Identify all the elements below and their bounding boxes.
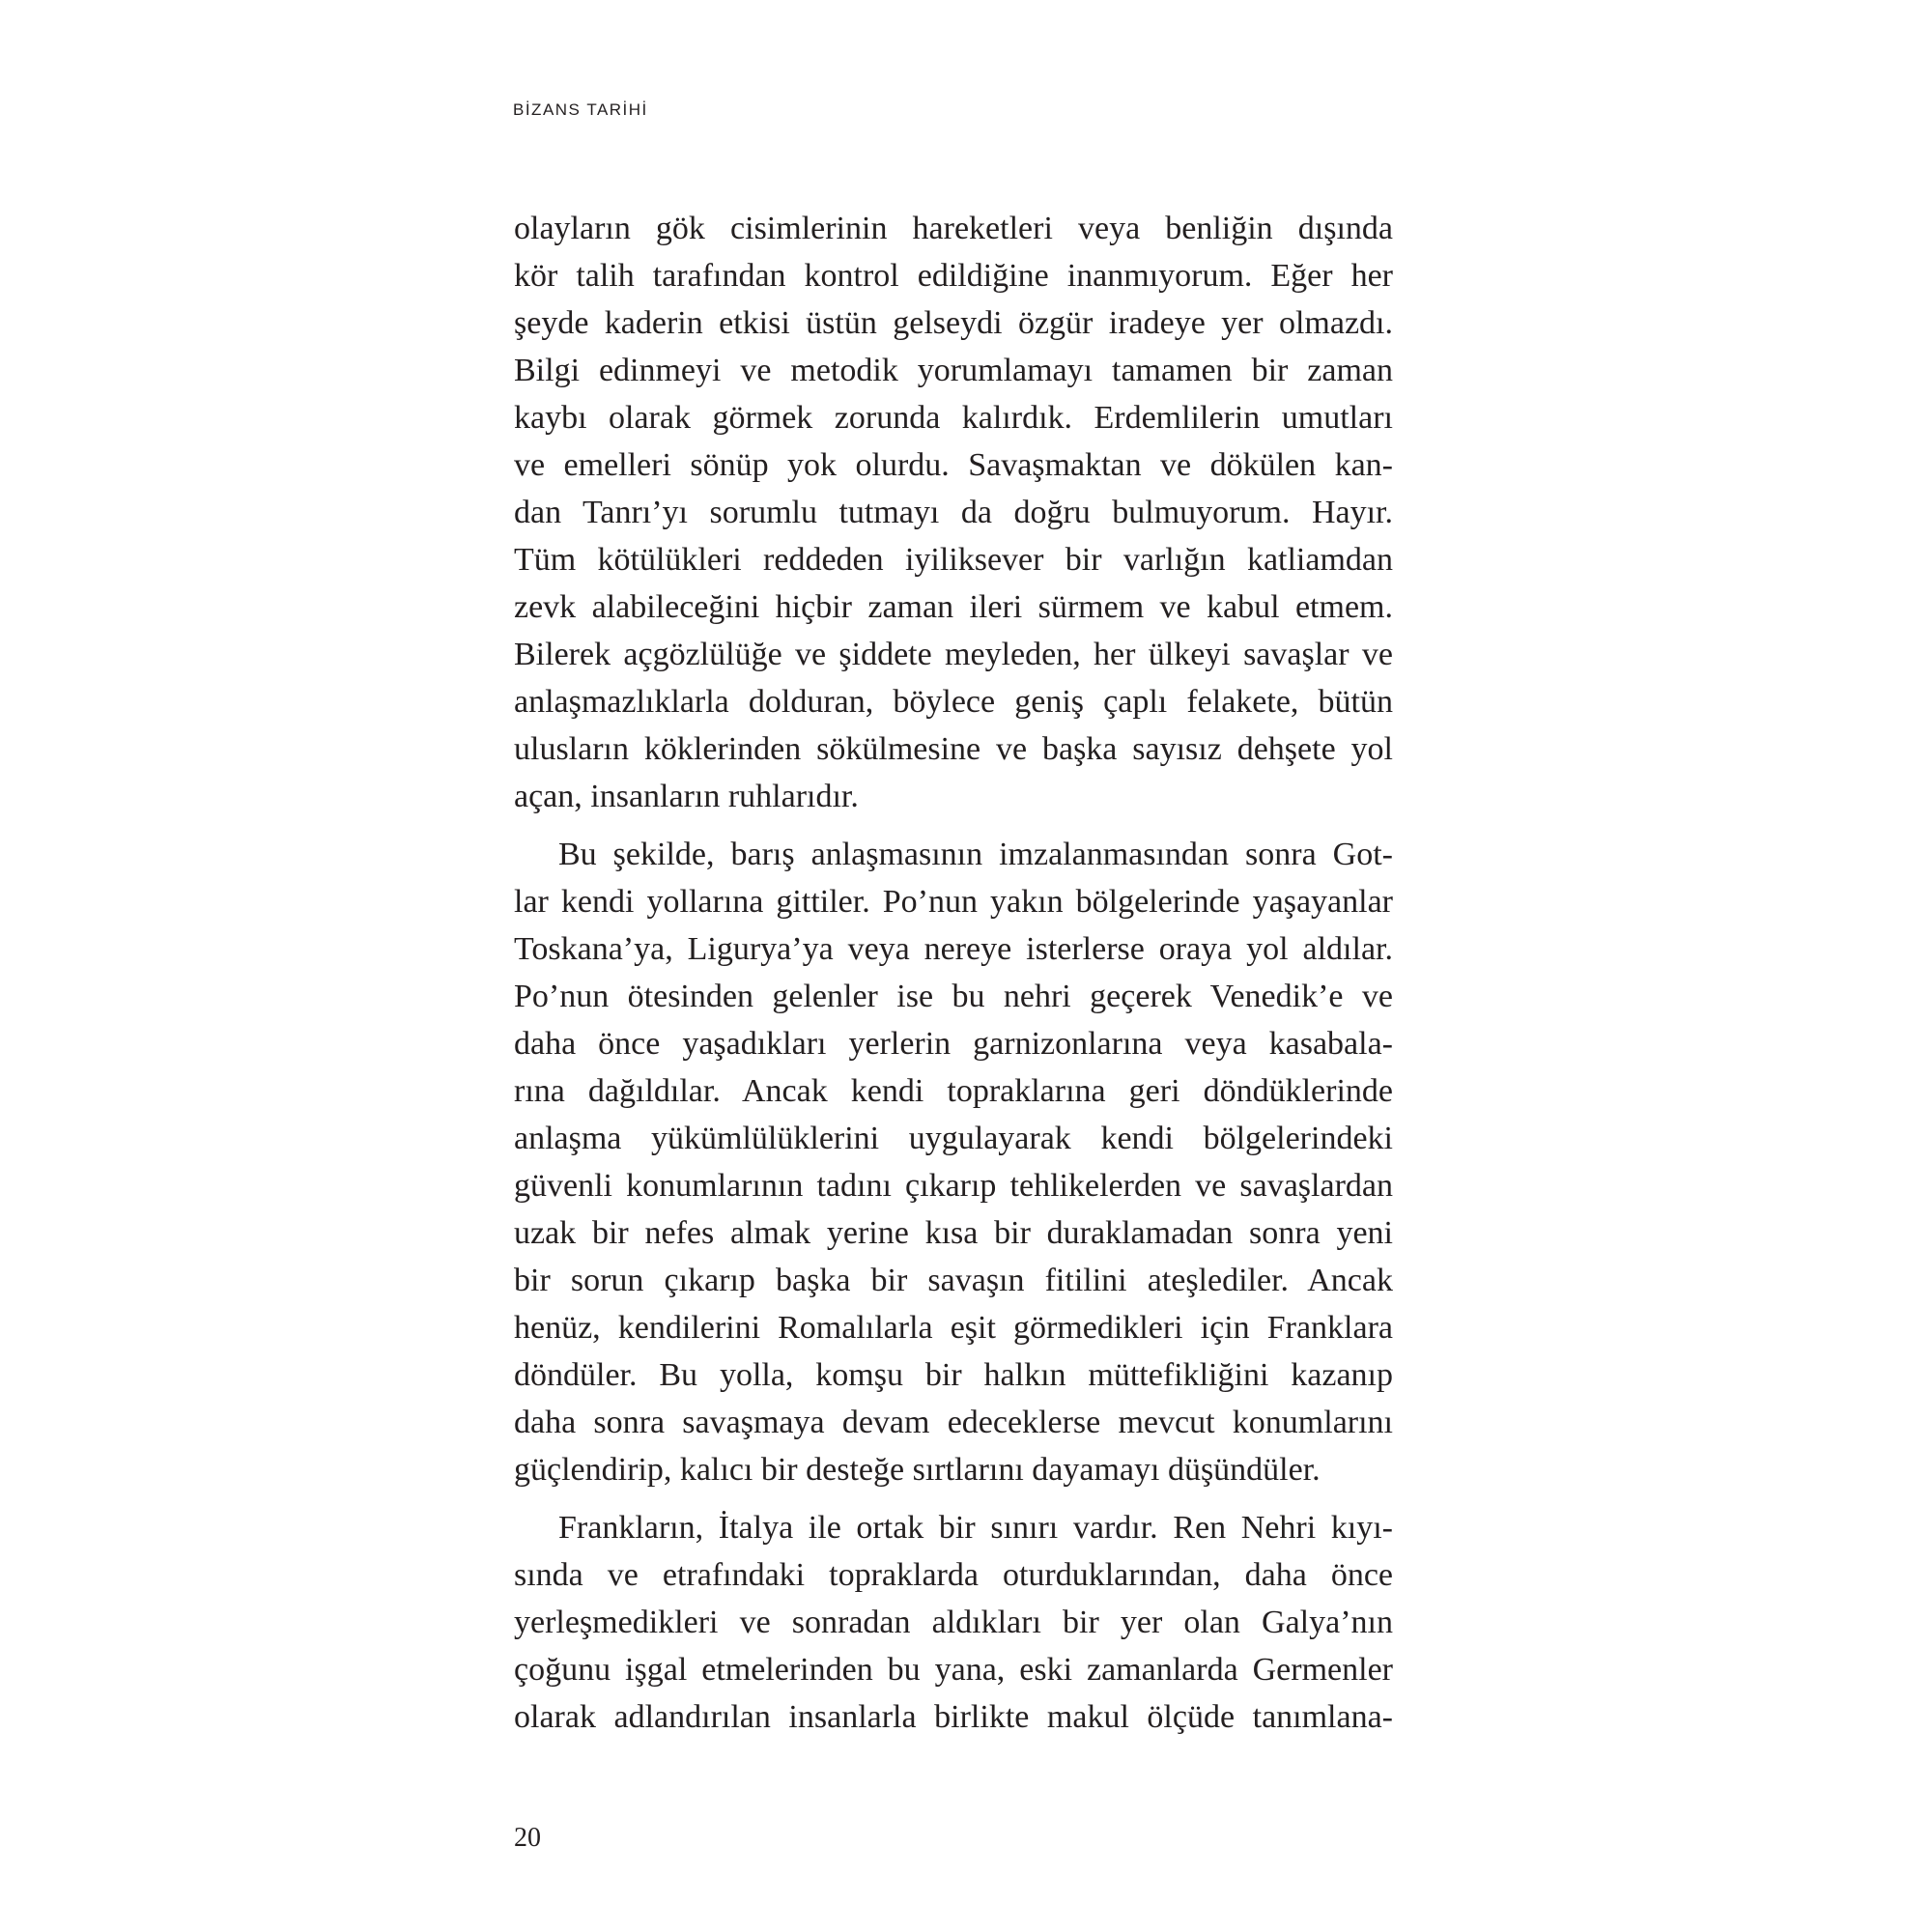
- paragraph-gap: [514, 820, 1393, 831]
- text-line: güvenli konumlarının tadını çıkarıp tehlikelerden ve savaşlardan: [514, 1168, 1393, 1204]
- text-line: ulusların köklerinden sökülmesine ve başka sayısız dehşete yol: [514, 731, 1393, 767]
- text-line: anlaşma yükümlülüklerini uygulayarak kendi bölgelerindeki: [514, 1121, 1393, 1156]
- body-text: [514, 205, 1393, 1741]
- running-head: BİZANS TARİHİ: [513, 100, 648, 119]
- text-line: daha sonra savaşmaya devam edeceklerse mevcut konumlarını: [514, 1405, 1393, 1440]
- text-line: uzak bir nefes almak yerine kısa bir duraklamadan sonra yeni: [514, 1215, 1393, 1251]
- text-line: döndüler. Bu yolla, komşu bir halkın müttefikliğini kazanıp: [514, 1357, 1393, 1393]
- text-line: zevk alabileceğini hiçbir zaman ileri sürmem ve kabul etmem.: [514, 589, 1393, 625]
- text-line: Bilgi edinmeyi ve metodik yorumlamayı tamamen bir zaman: [514, 353, 1393, 388]
- text-line: Toskana’ya, Ligurya’ya veya nereye isterlerse oraya yol aldılar.: [514, 931, 1393, 967]
- text-line: güçlendirip, kalıcı bir desteğe sırtlarını dayamayı düşündüler.: [514, 1452, 1321, 1488]
- text-line: çoğunu işgal etmelerinden bu yana, eski zamanlarda Germenler: [514, 1652, 1393, 1688]
- text-line: Frankların, İtalya ile ortak bir sınırı vardır. Ren Nehri kıyı-: [558, 1510, 1393, 1546]
- text-line: anlaşmazlıklarla dolduran, böylece geniş çaplı felakete, bütün: [514, 684, 1393, 720]
- text-line: kaybı olarak görmek zorunda kalırdık. Erdemlilerin umutları: [514, 400, 1393, 436]
- text-line: sında ve etrafındaki topraklarda oturduklarından, daha önce: [514, 1557, 1393, 1593]
- text-line: daha önce yaşadıkları yerlerin garnizonlarına veya kasabala-: [514, 1026, 1393, 1062]
- text-line: rına dağıldılar. Ancak kendi topraklarına geri döndüklerinde: [514, 1073, 1393, 1109]
- text-line: yerleşmedikleri ve sonradan aldıkları bir yer olan Galya’nın: [514, 1605, 1393, 1640]
- text-line: açan, insanların ruhlarıdır.: [514, 779, 859, 814]
- text-line: Bilerek açgözlülüğe ve şiddete meyleden, her ülkeyi savaşlar ve: [514, 637, 1393, 672]
- text-line: dan Tanrı’yı sorumlu tutmayı da doğru bulmuyorum. Hayır.: [514, 495, 1393, 530]
- page-number: 20: [514, 1823, 541, 1853]
- text-line: şeyde kaderin etkisi üstün gelseydi özgür iradeye yer olmazdı.: [514, 305, 1393, 341]
- text-line: olayların gök cisimlerinin hareketleri veya benliğin dışında: [514, 211, 1393, 246]
- text-line: Bu şekilde, barış anlaşmasının imzalanmasından sonra Got-: [558, 837, 1393, 872]
- paragraph-gap: [514, 1493, 1393, 1504]
- text-line: ve emelleri sönüp yok olurdu. Savaşmaktan ve dökülen kan-: [514, 447, 1393, 483]
- text-line: Po’nun ötesinden gelenler ise bu nehri geçerek Venedik’e ve: [514, 979, 1393, 1014]
- text-line: kör talih tarafından kontrol edildiğine inanmıyorum. Eğer her: [514, 258, 1393, 294]
- text-line: henüz, kendilerini Romalılarla eşit görmedikleri için Franklara: [514, 1310, 1393, 1346]
- paragraph: [514, 831, 1393, 1493]
- text-line: bir sorun çıkarıp başka bir savaşın fitilini ateşlediler. Ancak: [514, 1263, 1393, 1298]
- text-line: Tüm kötülükleri reddeden iyiliksever bir varlığın katliamdan: [514, 542, 1393, 578]
- paragraph: [514, 1504, 1393, 1741]
- paragraph: [514, 205, 1393, 820]
- text-line: olarak adlandırılan insanlarla birlikte makul ölçüde tanımlana-: [514, 1699, 1393, 1735]
- text-line: lar kendi yollarına gittiler. Po’nun yakın bölgelerinde yaşayanlar: [514, 884, 1393, 920]
